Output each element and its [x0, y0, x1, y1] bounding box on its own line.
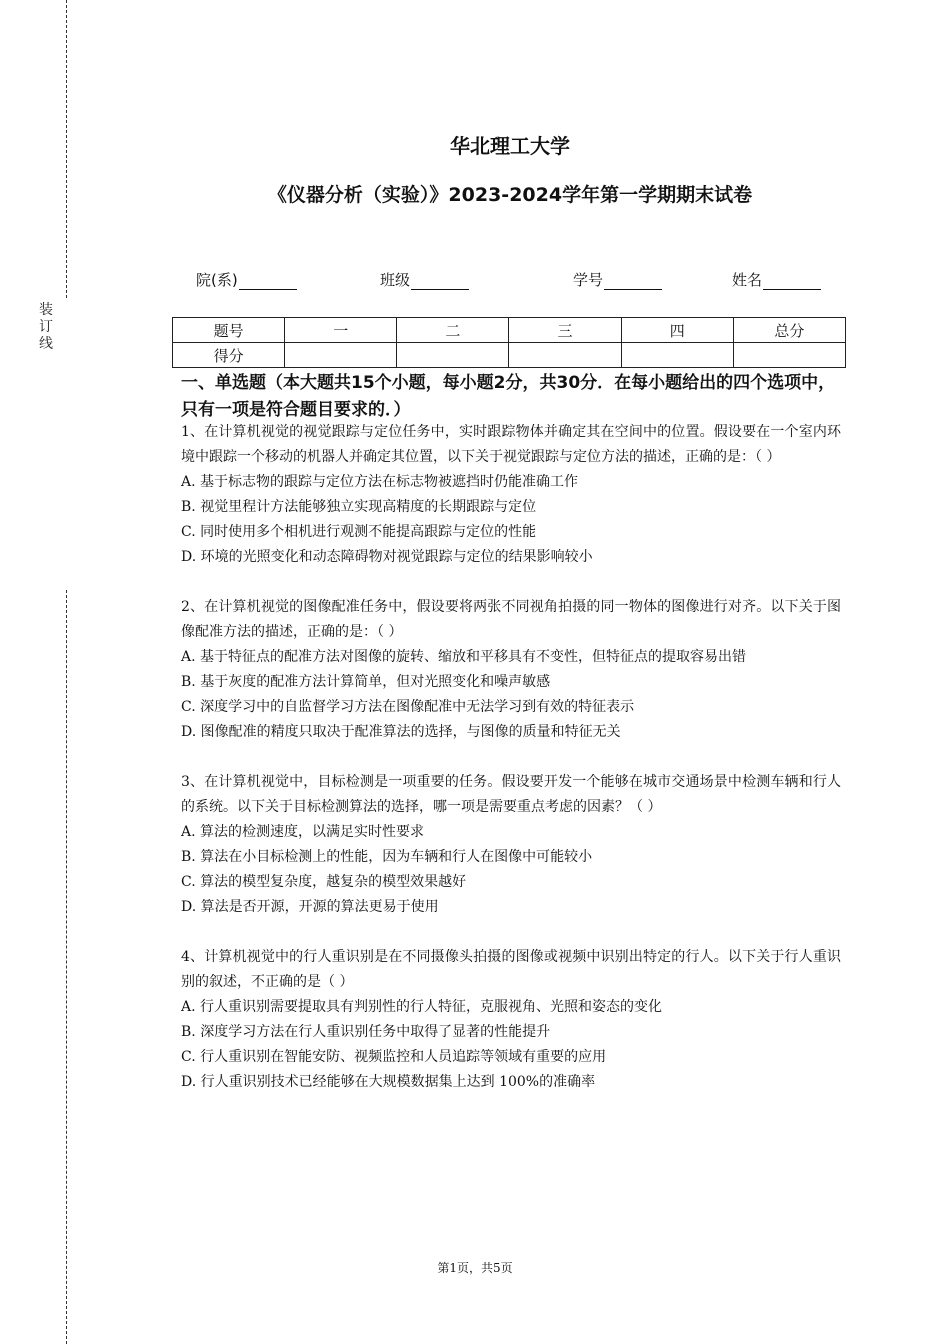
exam-title: 《仪器分析（实验）》2023-2024学年第一学期期末试卷 [267, 184, 753, 206]
name-blank[interactable] [763, 273, 821, 290]
score-header-cell: 题号 [173, 318, 285, 343]
option-b: B. 视觉里程计方法能够独立实现高精度的长期跟踪与定位 [181, 499, 537, 515]
score-header-cell: 三 [509, 318, 621, 343]
question-3 [181, 770, 841, 920]
score-cell[interactable] [509, 343, 621, 368]
binding-line-top [66, 0, 67, 298]
class-label: 班级 [380, 271, 411, 289]
score-cell[interactable] [621, 343, 733, 368]
binding-char: 装 [39, 302, 53, 318]
option-b: B. 算法在小目标检测上的性能，因为车辆和行人在图像中可能较小 [181, 849, 593, 865]
question-4 [181, 945, 841, 1095]
page-footer: 第1页，共5页 [437, 1261, 513, 1275]
department-field[interactable] [196, 269, 297, 290]
option-d: D. 环境的光照变化和动态障碍物对视觉跟踪与定位的结果影响较小 [181, 549, 593, 565]
option-c: C. 同时使用多个相机进行观测不能提高跟踪与定位的性能 [181, 524, 537, 540]
option-c: C. 深度学习中的自监督学习方法在图像配准中无法学习到有效的特征表示 [181, 699, 635, 715]
score-table-header-row [173, 318, 846, 343]
score-header-cell: 二 [397, 318, 509, 343]
binding-label [36, 302, 56, 353]
option-a: A. 基于标志物的跟踪与定位方法在标志物被遮挡时仍能准确工作 [181, 474, 579, 490]
option-c: C. 行人重识别在智能安防、视频监控和人员追踪等领域有重要的应用 [181, 1049, 607, 1065]
student-id-blank[interactable] [604, 273, 662, 290]
score-table [172, 317, 846, 368]
option-b: B. 基于灰度的配准方法计算简单，但对光照变化和噪声敏感 [181, 674, 551, 690]
option-d: D. 图像配准的精度只取决于配准算法的选择，与图像的质量和特征无关 [181, 724, 621, 740]
class-blank[interactable] [411, 273, 469, 290]
question-list [181, 420, 841, 1120]
score-header-cell: 总分 [733, 318, 845, 343]
question-stem: 1、在计算机视觉的视觉跟踪与定位任务中，实时跟踪物体并确定其在空间中的位置。假设要在一个室内环境中跟踪一个移动的机器人并确定其位置，以下关于视觉跟踪与定位方法的描述，正确的是：（ ） [181, 424, 841, 465]
student-id-field[interactable] [573, 269, 662, 290]
binding-char: 线 [39, 336, 53, 352]
question-1 [181, 420, 841, 570]
student-info-row [0, 269, 950, 293]
question-stem: 3、在计算机视觉中，目标检测是一项重要的任务。假设要开发一个能够在城市交通场景中检测车辆和行人的系统。以下关于目标检测算法的选择，哪一项是需要重点考虑的因素？（ ） [181, 774, 841, 815]
question-stem: 2、在计算机视觉的图像配准任务中，假设要将两张不同视角拍摄的同一物体的图像进行对齐。以下关于图像配准方法的描述，正确的是：（ ） [181, 599, 841, 640]
class-field[interactable] [380, 269, 469, 290]
name-label: 姓名 [732, 271, 763, 289]
section-title: 一、单选题（本大题共15个小题，每小题2分，共30分．在每小题给出的四个选项中，只有一项是符合题目要求的．） [181, 373, 836, 420]
score-header-cell: 四 [621, 318, 733, 343]
question-2 [181, 595, 841, 745]
score-header-cell: 一 [285, 318, 397, 343]
department-blank[interactable] [239, 273, 297, 290]
name-field[interactable] [732, 269, 821, 290]
score-cell[interactable] [397, 343, 509, 368]
department-label: 院(系) [196, 271, 238, 289]
option-b: B. 深度学习方法在行人重识别任务中取得了显著的性能提升 [181, 1024, 551, 1040]
option-a: A. 行人重识别需要提取具有判别性的行人特征，克服视角、光照和姿态的变化 [181, 999, 663, 1015]
option-a: A. 算法的检测速度，以满足实时性要求 [181, 824, 425, 840]
option-c: C. 算法的模型复杂度，越复杂的模型效果越好 [181, 874, 467, 890]
option-d: D. 行人重识别技术已经能够在大规模数据集上达到 100%的准确率 [181, 1074, 596, 1090]
option-a: A. 基于特征点的配准方法对图像的旋转、缩放和平移具有不变性，但特征点的提取容易出错 [181, 649, 747, 665]
option-d: D. 算法是否开源，开源的算法更易于使用 [181, 899, 439, 915]
score-row-label: 得分 [173, 343, 285, 368]
binding-char: 订 [39, 319, 53, 335]
score-cell[interactable] [285, 343, 397, 368]
score-table-score-row [173, 343, 846, 368]
question-stem: 4、计算机视觉中的行人重识别是在不同摄像头拍摄的图像或视频中识别出特定的行人。以下关于行人重识别的叙述，不正确的是（ ） [181, 949, 841, 990]
university-name: 华北理工大学 [450, 134, 570, 158]
student-id-label: 学号 [573, 271, 604, 289]
score-cell[interactable] [733, 343, 845, 368]
binding-line-bottom [66, 590, 67, 1344]
